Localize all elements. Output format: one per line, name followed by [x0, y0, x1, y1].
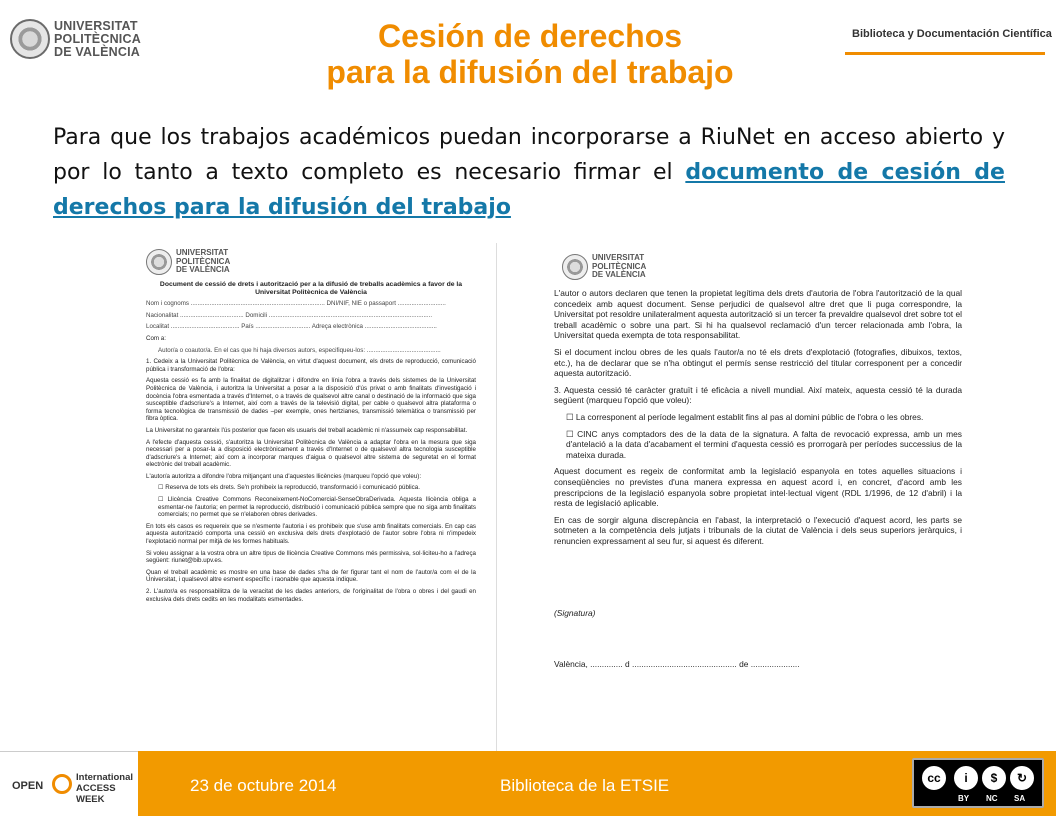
cc-icon: cc	[920, 764, 948, 792]
doc-field-name: Nom i cognoms .............................................................................. DNI/NIF, NIE o passaport ............................	[146, 300, 446, 308]
doc-field-author: Autor/a o coautor/a. En el cas que hi haja diversos autors, especifiqueu-los: ...........................................	[158, 346, 441, 354]
doc-logo-line2: POLITÈCNICA	[176, 256, 231, 266]
doc-right-para3: 3. Aquesta cessió té caràcter gratuït i té eficàcia a nivell mundial. Així mateix, aquesta cessió té la durada següent (marqueu l'opció que voleu):	[554, 384, 962, 406]
doc-logo-line3: DE VALÈNCIA	[176, 265, 230, 274]
doc-signature-label: (Signatura)	[554, 608, 596, 619]
doc-field-locality: Localitat ........................................ País ................................ Adreça electrònica ..........................................	[146, 323, 437, 331]
doc-right-option2: ☐ CINC anys comptadors des de la data de la signatura. A falta de revocació expressa, amb un mes d'antelació a la data d'acabament el termini d'aquesta cessió es prorrogarà per períodes successius de la mateixa durada.	[566, 428, 962, 460]
doc-right-para2: Si el document inclou obres de les quals l'autor/a no té els drets d'explotació (fotografies, dibuixos, textos, etc.), ha de declarar que se n'ha obtingut el permís sense restricció del titular corresponent per a concedir aquesta autorització.	[554, 346, 962, 379]
upv-seal-icon	[10, 19, 50, 59]
footer-date: 23 de octubre 2014	[190, 776, 337, 795]
doc-right-option1: ☐ La corresponent al període legalment establit fins al pas al domini públic de l'obra o les obres.	[566, 411, 924, 422]
oaw-open-text: OPEN	[12, 780, 44, 792]
intro-text: Para que los trabajos académicos puedan incorporarse a RiuNet en acceso abierto y por lo tanto a texto completo es necesario firmar el	[53, 125, 1005, 185]
header-divider	[845, 52, 1045, 55]
doc-right-para5: En cas de sorgir alguna discrepància en l'abast, la interpretació o l'execució d'aquest acord, les parts se sotmeten a la competència dels jutjats i tribunals de la ciutat de València i dels seus superiors jeràrquics, i renuncien expressament al seu fur, si aquest és diferent.	[554, 514, 962, 546]
doc-right-upv-logo	[562, 254, 672, 286]
doc-left-option1: ☐ Reserva de tots els drets. Se'n prohibeix la reproducció, transformació i comunicació pública.	[158, 484, 420, 492]
doc-left-para6: En tots els casos es requereix que se n'esmente l'autoria i es prohibeix que s'use amb finalitats comercials. En cap cas aquesta autorització comporta una cessió en exclusiva dels drets d'explotació de l'autor sobre l'obra ni n'impedeix l'explotació normal per mitjà de les formes habituals.	[146, 522, 476, 546]
doc-left-body	[146, 281, 476, 607]
doc-right-logo-line2: POLITÈCNICA	[592, 261, 647, 271]
doc-right-seal-icon	[562, 254, 588, 280]
page-title-line2: para la difusión del trabajo	[326, 54, 734, 90]
upv-logo	[8, 16, 141, 66]
doc-left-para5: L'autor/a autoritza a difondre l'obra mitjançant una d'aquestes llicències (marqueu l'opció que voleu):	[146, 472, 422, 480]
upv-logo-line3: DE VALÈNCIA	[54, 45, 141, 59]
doc-left-para1: 1. Cedeix a la Universitat Politècnica de València, en virtut d'aquest document, els drets de reproducció, comunicació pública i transformació de l'obra:	[146, 358, 476, 373]
doc-right-para1: L'autor o autors declaren que tenen la propietat legítima dels drets d'autoria de l'obra l'autorització de la qual concedeix amb aquest document. Sense perjudici de qualsevol altre dret que li puga correspondre, la Universitat pot resoldre unilateralment aquesta autorització si un tercer fa prevaldre qualsevol dret sobre tot el treball acadèmic o sobre una part. Si hi ha qualsevol reclamació d'un tercer relacionada amb l'obra, la Universitat queda exempta de tota responsabilitat.	[554, 288, 962, 341]
doc-upv-logo	[146, 249, 256, 281]
oaw-line2: ACCESS WEEK	[76, 783, 116, 805]
doc-title: Document de cessió de drets i autorització per a la difusió de treballs acadèmics a favor de la Universitat Politècnica de València	[159, 281, 463, 296]
header-right-label: Biblioteca y Documentación Científica	[852, 28, 1052, 40]
doc-right-para4: Aquest document es regeix de conformitat amb la legislació espanyola en totes aquelles situacions i conseqüències no previstes d'una manera expressa en aquest acord i, en concret, d'acord amb les prescripcions de la legislació espanyola sobre propietat intel·lectual vigent (RDL 1/1996, de 12 d'abril) i la resta de legislació aplicable.	[554, 466, 962, 509]
doc-logo-line1: UNIVERSITAT	[176, 248, 229, 257]
document-page-2	[548, 250, 968, 720]
doc-right-body	[554, 288, 962, 676]
doc-field-role: Com a:	[146, 334, 166, 342]
page-title	[230, 18, 830, 90]
doc-left-para7: Si voleu assignar a la vostra obra un altre tipus de llicència Creative Commons més permissiva, sol·liciteu-ho a l'adreça següent: riunet@bib.upv.es.	[146, 549, 476, 565]
cc-label-nc: NC	[986, 794, 998, 803]
open-access-week-logo	[12, 768, 134, 804]
doc-seal-icon	[146, 249, 172, 275]
cession-document-link[interactable]: documento de cesión de derechos para la difusión del trabajo	[53, 160, 1005, 220]
doc-date-line: València, .............. d ............................................. de .....................	[554, 659, 800, 670]
cc-label-by: BY	[958, 794, 970, 803]
upv-logo-line2: POLITÈCNICA	[54, 32, 141, 46]
footer-place: Biblioteca de la ETSIE	[500, 776, 670, 795]
page-title-line1: Cesión de derechos	[377, 18, 683, 54]
intro-paragraph	[53, 120, 1005, 225]
nc-icon: $	[980, 764, 1008, 792]
doc-right-logo-line1: UNIVERSITAT	[592, 253, 645, 262]
doc-left-para3: La Universitat no garanteix l'ús posterior que facen els usuaris del treball acadèmic ni n'assumeix cap responsabilitat.	[146, 426, 468, 434]
document-page-1	[140, 243, 497, 753]
cc-label-sa: SA	[1014, 794, 1026, 803]
doc-field-nationality: Nacionalitat ..................................... Domicili ...............................................................................................	[146, 311, 433, 319]
doc-left-para9: 2. L'autor/a es responsabilitza de la veracitat de les dades anteriors, de l'originalitat de l'obra o obres i del gaudi en exclusiva dels drets cedits en les modalitats esmentades.	[146, 588, 476, 603]
oaw-line1: International	[76, 772, 134, 783]
doc-left-option2: ☐ Llicència Creative Commons Reconeixement-NoComercial-SenseObraDerivada. Aquesta llicència obliga a esmentar-ne l'autoria; en permet la reproducció, distribució i comunicació pública sempre que no siga amb finalitats comercials; no permet que se n'elaboren obres derivades.	[158, 496, 476, 519]
doc-left-para2: Aquesta cessió es fa amb la finalitat de digitalitzar i difondre en línia l'obra a través dels sistemes de la Universitat Politècnica de València, i autoritza la Universitat a posar a la disposició d'ús privat o amb finalitats d'investigació i docència l'obra esmentada a través d'Internet, o a través de qualsevol altre canal o destinació de la informació que siga susceptible d'adscriure's a Internet, així com a través de la televisió digital, per cable o qualsevol altra plataforma o forma tecnològica de transmissió de dades –per exemple, ones hertzianes, transmissió telemàtica o transmissió per fibra òptica.	[146, 377, 476, 423]
by-icon: i	[952, 764, 980, 792]
creative-commons-badge	[912, 758, 1044, 808]
sa-icon: ↻	[1008, 764, 1036, 792]
open-access-icon	[52, 774, 72, 794]
doc-left-para8: Quan el treball acadèmic es mostre en una base de dades s'ha de fer figurar tant el nom de l'autor/a com el de la Universitat, i qualsevol altre esment específic i raonable que aquesta indique.	[146, 568, 476, 584]
upv-logo-line1: UNIVERSITAT	[54, 19, 138, 33]
doc-left-para4: A l'efecte d'aquesta cessió, s'autoritza la Universitat Politècnica de València a adaptar l'obra en la mesura que siga necessari per a posar-la a disposició electrònicament a través d'Internet o de qualsevol altra tecnologia susceptible d'adscriure's a Internet; així com a incorporar marques d'aigua o qualsevol altre sistema de seguretat en el format electrònic del treball acadèmic.	[146, 438, 476, 469]
doc-right-logo-line3: DE VALÈNCIA	[592, 270, 646, 279]
